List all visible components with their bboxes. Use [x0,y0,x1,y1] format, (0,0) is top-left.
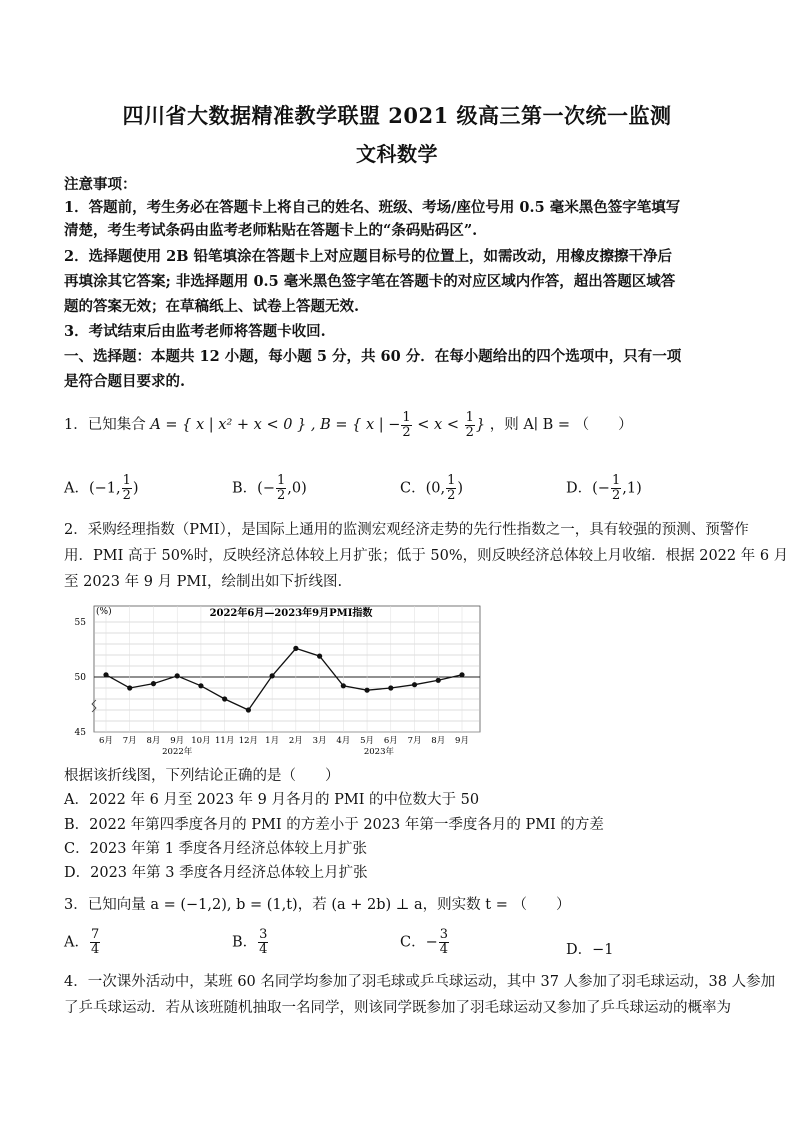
x-tick-label: 9月 [170,736,185,746]
data-point [317,654,322,659]
grid-lines [94,606,480,732]
x-tick-label: 3月 [312,736,327,746]
note-2-line-3: 题的答案无效；在草稿纸上、试卷上答题无效. [64,298,360,315]
question-2-line-1: 2．采购经理指数（PMI），是国际上通用的监测宏观经济走势的先行性指数之一，具有较强的预测、预警作 [64,522,749,538]
section-1-line-1: 一、选择题：本题共 12 小题，每小题 5 分，共 60 分．在每小题给出的四个选项中，只有一项 [64,348,682,365]
x-tick-label: 8月 [431,736,446,746]
x-tick-label: 5月 [360,736,375,746]
y-tick-label: 55 [74,618,86,628]
q3-option-d[interactable]: D．−1 [566,942,614,958]
exam-subtitle: 文科数学 [356,142,438,166]
data-point [412,682,417,687]
fraction-half: $\frac{1}{2}$ [465,409,474,440]
note-1-line-1: 1．答题前，考生务必在答题卡上将自己的姓名、班级、考场/座位号用 0.5 毫米黑色签字笔填写 [64,199,681,216]
data-point [103,672,108,677]
pmi-series-line [106,648,462,710]
y-axis-unit: (%) [96,607,112,617]
y-tick-label: 50 [74,673,86,683]
y-tick-label: 45 [74,728,86,738]
question-4-line-2: 了乒乓球运动．若从该班随机抽取一名同学，则该同学既参加了羽毛球运动又参加了乒乓球运动的概率为 [64,1000,731,1016]
x-tick-label: 7月 [122,736,137,746]
q1-option-b[interactable]: B．(− $\frac{1}{2}$ ,0) [232,473,307,503]
x-tick-label: 8月 [146,736,161,746]
data-point [293,646,298,651]
data-point [127,685,132,690]
x-tick-label: 9月 [455,736,469,746]
section-1-line-2: 是符合题目要求的. [64,373,186,390]
x-tick-label: 6月 [99,736,113,746]
note-3: 3．考试结束后由监考老师将答题卡收回. [64,323,326,340]
q1-option-a[interactable]: A．(−1, $\frac{1}{2}$ ) [64,473,139,503]
q3-option-a[interactable]: A． $\frac{7}{4}$ [64,927,100,957]
plot-frame [94,606,480,732]
note-2-line-2: 再填涂其它答案; 非选择题用 0.5 毫米黑色签字笔在答题卡的对应区域内作答，超出答题区域答 [64,273,676,290]
q1-option-d[interactable]: D．(− $\frac{1}{2}$ ,1) [566,473,642,503]
fraction-half: $\frac{1}{2}$ [402,409,411,440]
q2-option-d[interactable]: D．2023 年第 3 季度各月经济总体较上月扩张 [64,865,368,881]
data-point [364,688,369,693]
x-tick-label: 7月 [407,736,422,746]
q2-option-b[interactable]: B．2022 年第四季度各月的 PMI 的方差小于 2023 年第一季度各月的 PMI 的方差 [64,817,604,833]
note-2-line-1: 2．选择题使用 2B 铅笔填涂在答题卡上对应题目标号的位置上，如需改动，用橡皮擦擦干净后 [64,248,673,265]
x-tick-label: 10月 [191,736,211,746]
exam-title: 四川省大数据精准教学联盟 2021 级高三第一次统一监测 [122,103,672,128]
q3-option-b[interactable]: B． $\frac{3}{4}$ [232,927,268,957]
data-point [222,696,227,701]
data-point [459,672,464,677]
question-1: 1．已知集合 A = { x | x² + x < 0 } , B = { x | − $\frac{1}{2}$ < x < $\frac{1}{2}$ } ，则 A∣ B = （ ） [64,409,633,440]
q2-option-c[interactable]: C．2023 年第 1 季度各月经济总体较上月扩张 [64,841,368,857]
x-tick-label: 6月 [383,736,398,746]
q3-option-c[interactable]: C．− $\frac{3}{4}$ [400,927,449,957]
q2-option-a[interactable]: A．2022 年 6 月至 2023 年 9 月各月的 PMI 的中位数大于 50 [64,792,480,808]
year-label: 2022年 [162,747,193,757]
question-2-stem: 根据该折线图，下列结论正确的是（ ） [64,768,340,784]
pmi-points [103,646,464,713]
question-4-line-1: 4．一次课外活动中，某班 60 名同学均参加了羽毛球或乒乓球运动，其中 37 人参加了羽毛球运动，38 人参加 [64,974,776,990]
question-3: 3．已知向量 a = (−1,2), b = (1,t)，若 (a + 2b) ⊥ a，则实数 t = （ ） [64,897,571,913]
data-point [246,707,251,712]
data-point [341,683,346,688]
data-point [436,678,441,683]
data-point [151,681,156,686]
q1-option-c[interactable]: C．(0, $\frac{1}{2}$ ) [400,473,464,503]
note-1-line-2: 清楚，考生考试条码由监考老师粘贴在答题卡上的“条码贴码区”. [64,222,478,239]
x-tick-label: 4月 [336,736,351,746]
pmi-line-chart [66,600,486,760]
question-2-line-3: 至 2023 年 9 月 PMI，绘制出如下折线图. [64,574,343,590]
x-tick-label: 1月 [265,736,280,746]
year-label: 2023年 [363,747,395,757]
notes-heading: 注意事项： [64,176,137,193]
x-tick-label: 11月 [215,736,235,746]
chart-title: 2022年6月—2023年9月PMI指数 [209,608,373,619]
question-2-line-2: 用．PMI 高于 50%时，反映经济总体较上月扩张；低于 50%，则反映经济总体较上月收缩．根据 2022 年 6 月 [64,548,789,564]
data-point [175,673,180,678]
set-a: A = { x | x² + x < 0 } [150,417,307,433]
data-point [270,673,275,678]
x-tick-label: 2月 [288,736,303,746]
x-tick-label: 12月 [238,736,259,746]
data-point [198,683,203,688]
data-point [388,685,393,690]
